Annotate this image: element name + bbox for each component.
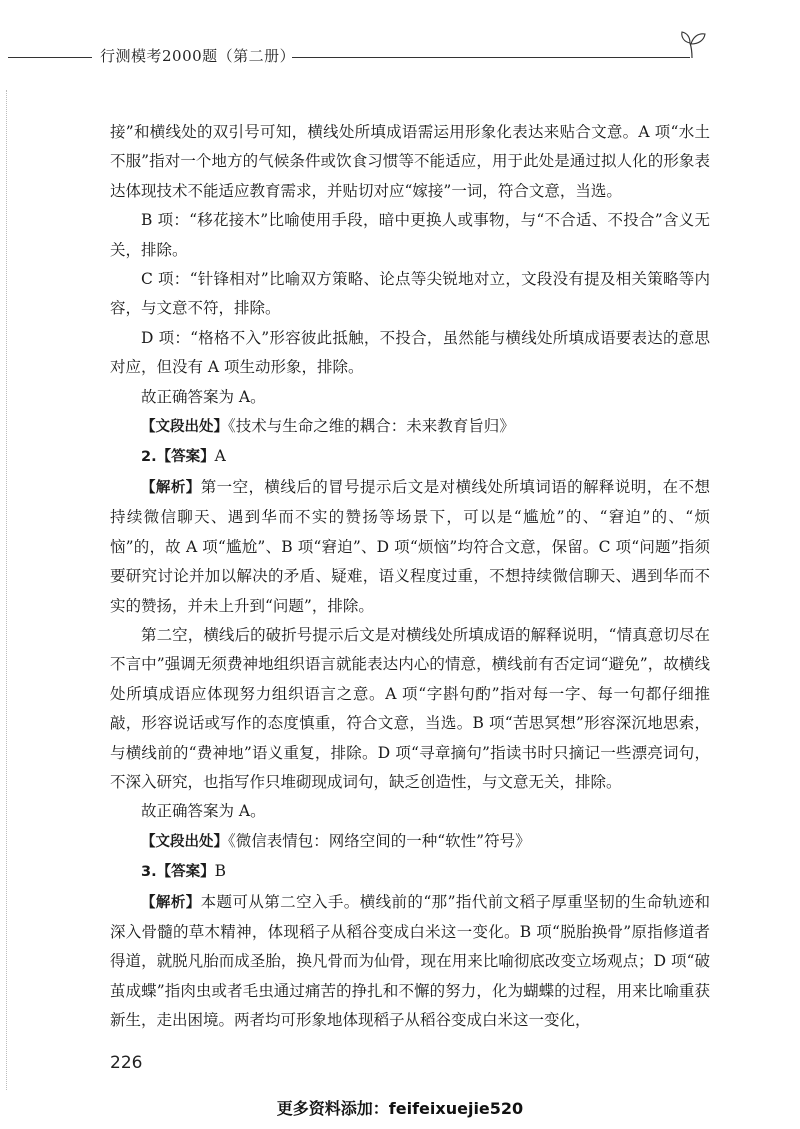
answer-line bbox=[110, 442, 710, 472]
analysis-tag: 【解析】 bbox=[141, 894, 201, 911]
analysis-tag: 【解析】 bbox=[141, 479, 201, 496]
header-rule-left bbox=[8, 57, 92, 58]
source-tag: 【文段出处】 bbox=[141, 833, 228, 850]
binding-edge bbox=[6, 90, 7, 1090]
answer-tag: 3.【答案】 bbox=[141, 864, 215, 881]
answer-tag: 2.【答案】 bbox=[141, 449, 215, 466]
source-line bbox=[110, 827, 710, 857]
paragraph: C 项：“针锋相对”比喻双方策略、论点等尖锐地对立，文段没有提及相关策略等内容，与文意不符，排除。 bbox=[110, 270, 710, 318]
source-text: 《微信表情包：网络空间的一种“软性”符号》 bbox=[228, 831, 531, 850]
paragraph: 接”和横线处的双引号可知，横线处所填成语需运用形象化表达来贴合文意。A 项“水土不服”指对一个地方的气候条件或饮食习惯等不能适应，用于此处是通过拟人化的形象表达体现技术不能适应教育需求，并贴切对应“嫁接”一词，符合文意，当选。 bbox=[110, 123, 710, 200]
source-tag: 【文段出处】 bbox=[141, 419, 228, 436]
paragraph: B 项：“移花接木”比喻使用手段，暗中更换人或事物，与“不合适、不投合”含义无关，排除。 bbox=[110, 211, 710, 259]
sprout-icon bbox=[676, 26, 710, 60]
paragraph: 故正确答案为 A。 bbox=[141, 387, 266, 406]
book-title: 行测模考2000题（第二册） bbox=[100, 47, 296, 65]
footer-note: 更多资料添加：feifeixuejie520 bbox=[276, 1099, 524, 1118]
paragraph: 故正确答案为 A。 bbox=[141, 802, 266, 821]
analysis-paragraph bbox=[110, 473, 710, 621]
answer-text: B bbox=[214, 862, 226, 881]
analysis-text: 第一空，横线后的冒号提示后文是对横线处所填词语的解释说明，在不想持续微信聊天、遇到华而不实的赞扬等场景下，可以是“尴尬”的、“窘迫”的、“烦恼”的，故 A 项“尴尬”、B 项“窘迫”、D 项“烦恼”均符合文意，保留。C 项“问题”指须要研究讨论并加以解决的矛盾、疑难，语义程度过重，不想持续微信聊天、遇到华而不实的赞扬，并未上升到“问题”，排除。 bbox=[110, 477, 710, 615]
analysis-paragraph bbox=[110, 888, 710, 1036]
paragraph: 第二空，横线后的破折号提示后文是对横线处所填成语的解释说明，“情真意切尽在不言中”强调无须费神地组织语言就能表达内心的情意，横线前有否定词“避免”，故横线处所填成语应体现努力组织语言之意。A 项“字斟句酌”指对每一字、每一句都仔细推敲，形容说话或写作的态度慎重，符合文意，当选。B 项“苦思冥想”形容深沉地思索，与横线前的“费神地”语义重复，排除。D 项“寻章摘句”指读书时只摘记一些漂亮词句，不深入研究，也指写作只堆砌现成词句，缺乏创造性，与文意无关，排除。 bbox=[110, 625, 710, 791]
source-text: 《技术与生命之维的耦合：未来教育旨归》 bbox=[228, 417, 515, 436]
source-line bbox=[110, 412, 710, 442]
header-rule-right bbox=[292, 57, 690, 58]
analysis-text: 本题可从第二空入手。横线前的“那”指代前文稻子厚重坚韧的生命轨迹和深入骨髓的草木精神，体现稻子从稻谷变成白米这一变化。B 项“脱胎换骨”原指修道者得道，就脱凡胎而成圣胎，换凡骨而为仙骨，现在用来比喻彻底改变立场观点；D 项“破茧成蝶”指肉虫或者毛虫通过痛苦的挣扎和不懈的努力，化为蝴蝶的过程，用来比喻重获新生，走出困境。两者均可形象地体现稻子从稻谷变成白米这一变化， bbox=[110, 892, 711, 1030]
answer-line bbox=[110, 857, 710, 887]
page-body bbox=[110, 118, 710, 1036]
paragraph: D 项：“格格不入”形容彼此抵触，不投合，虽然能与横线处所填成语要表达的意思对应，但没有 A 项生动形象，排除。 bbox=[110, 328, 710, 377]
answer-text: A bbox=[214, 447, 226, 466]
page-number: 226 bbox=[110, 1053, 143, 1073]
